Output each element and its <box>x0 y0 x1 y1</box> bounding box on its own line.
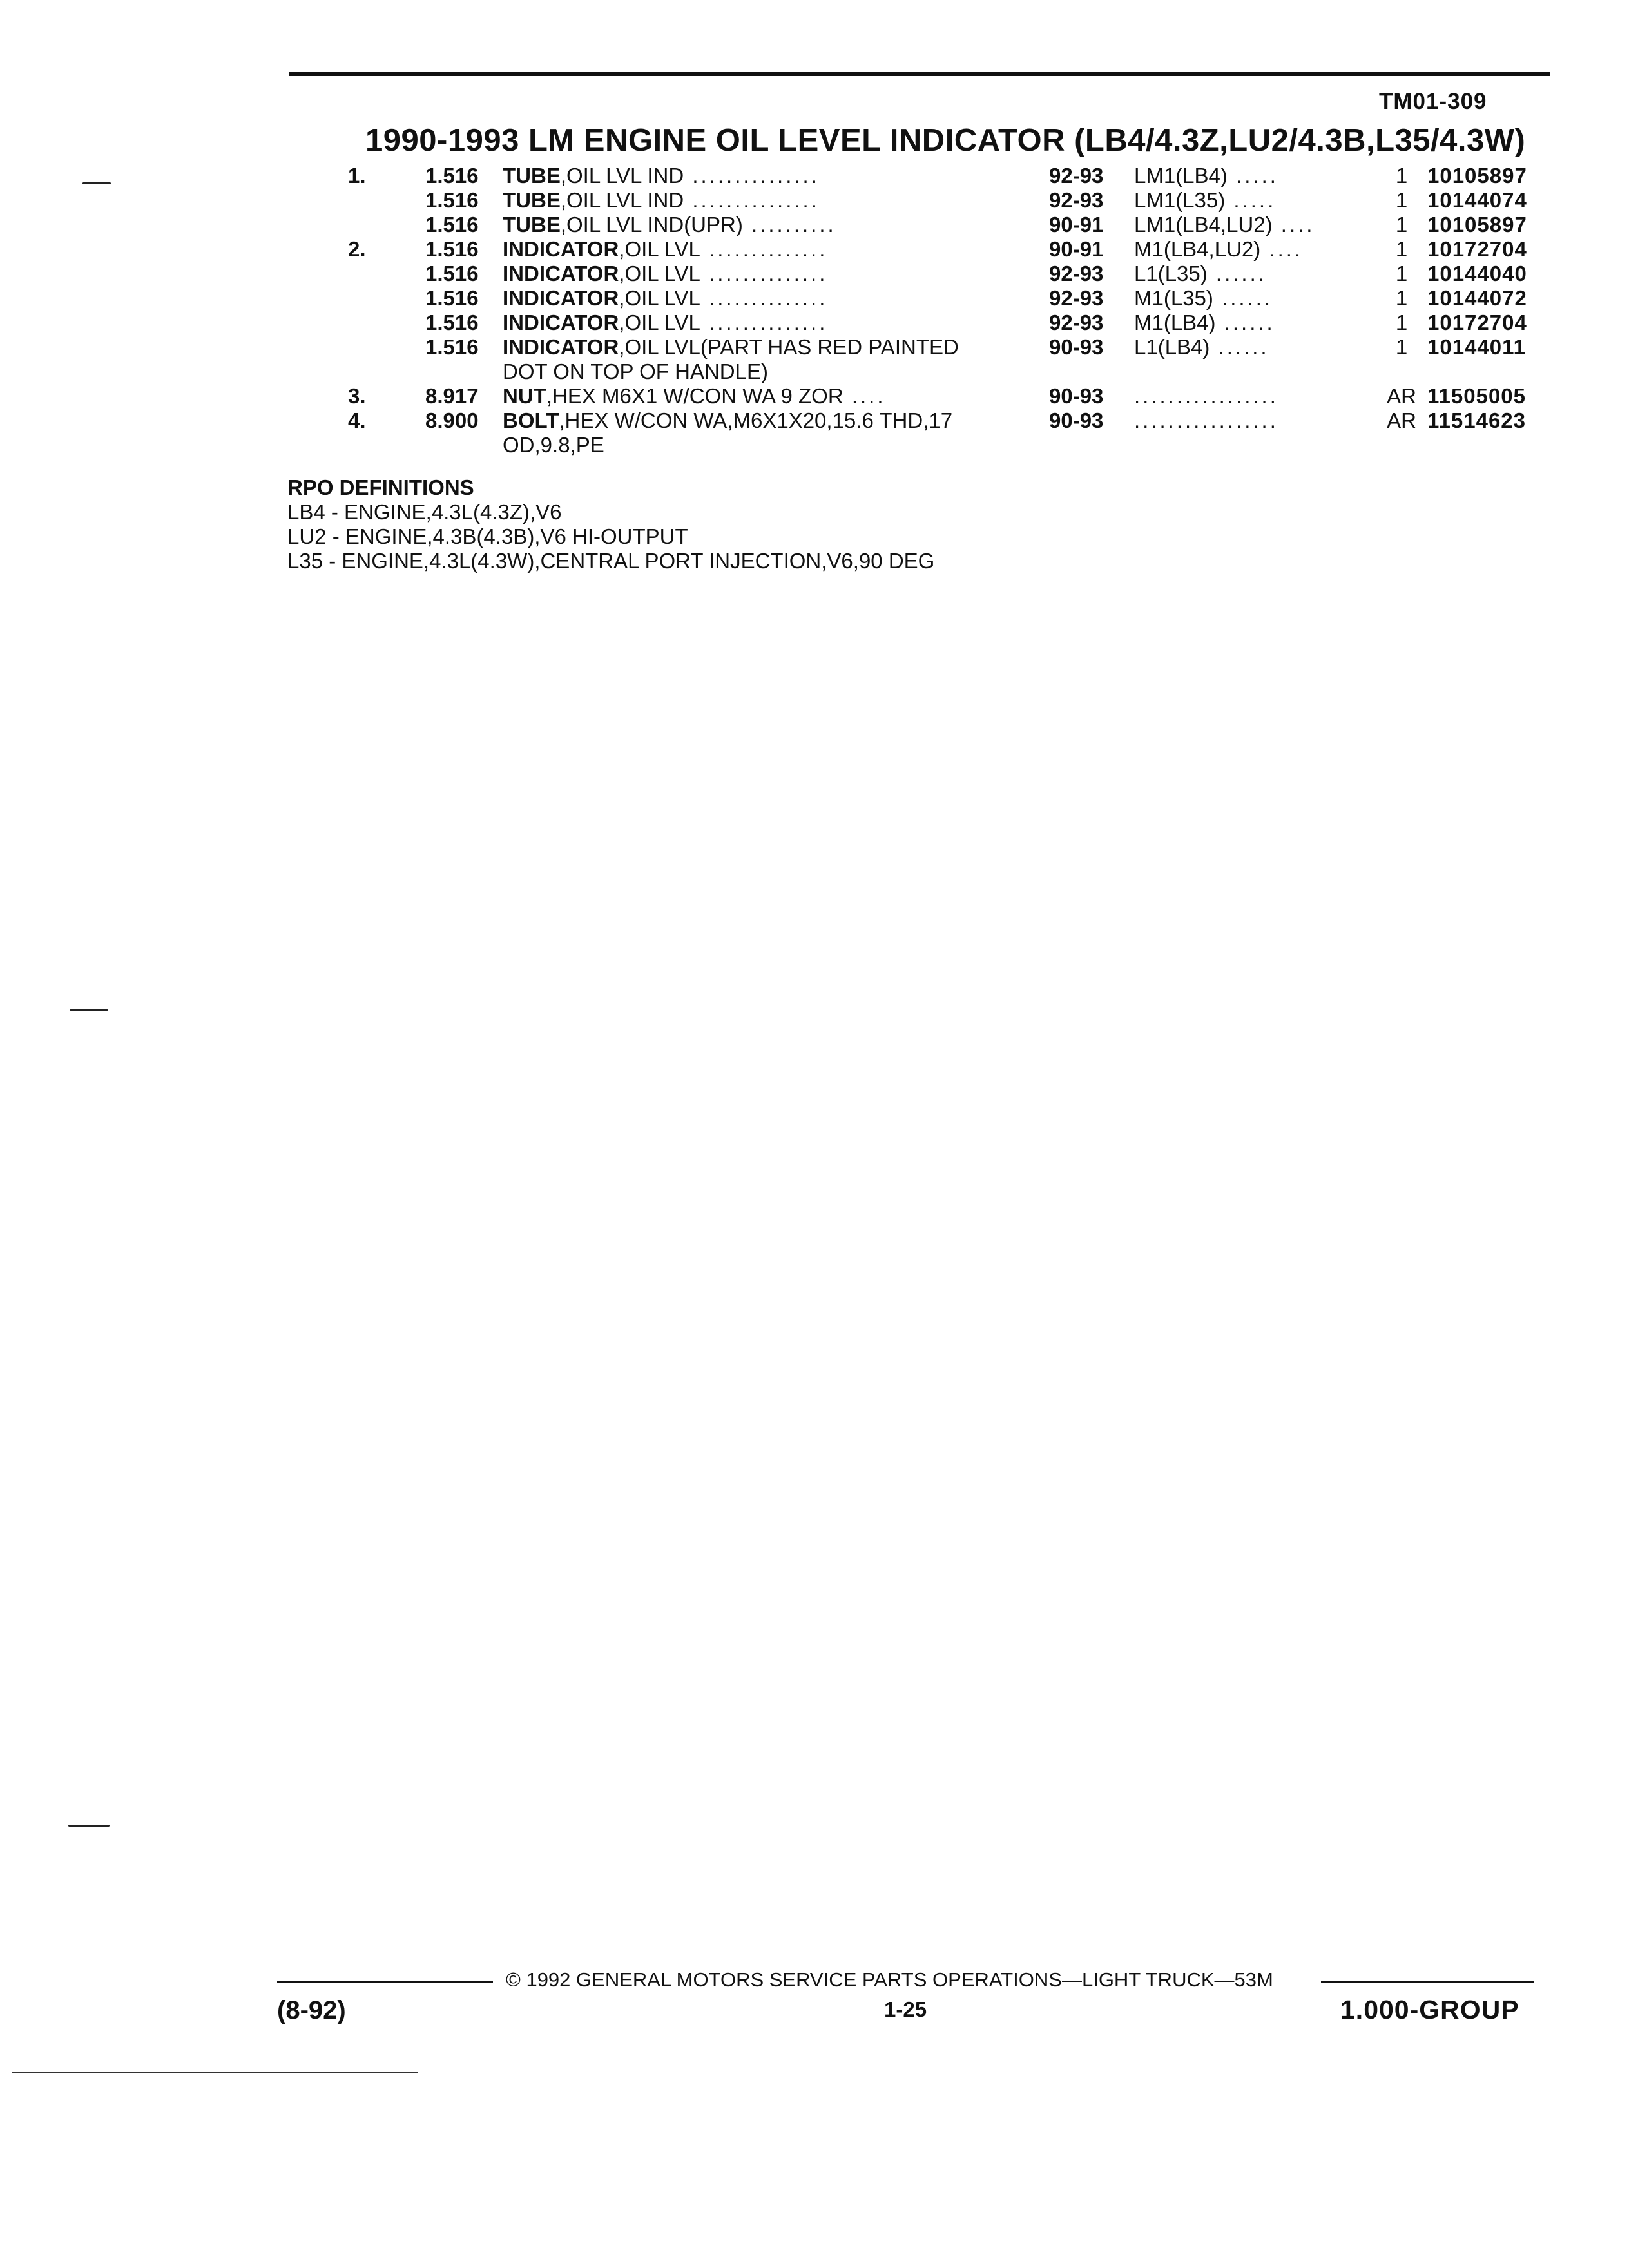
application <box>1134 335 1269 360</box>
rpo-definitions <box>287 476 934 573</box>
part-name: INDICATOR <box>503 286 619 310</box>
item-number: 3. <box>348 384 366 408</box>
model-years: 90-91 <box>1049 213 1104 236</box>
leader-dots: ..... <box>1225 188 1277 212</box>
footer-rule-left <box>277 1981 493 1983</box>
application <box>1134 408 1278 433</box>
rpo-item: LB4 - ENGINE,4.3L(4.3Z),V6 <box>287 500 562 524</box>
page-code: TM01-309 <box>1379 89 1487 114</box>
quantity: 1 <box>1395 262 1408 285</box>
application <box>1134 286 1273 311</box>
part-description <box>503 213 1231 237</box>
quantity: 1 <box>1395 335 1408 359</box>
leader-dots: .... <box>1272 213 1315 236</box>
leader-dots: .............. <box>700 262 828 285</box>
model-years: 92-93 <box>1049 262 1104 285</box>
leader-dots: ............... <box>684 188 820 212</box>
part-number: 10172704 <box>1427 237 1527 261</box>
item-number: 4. <box>348 408 366 432</box>
group-number: 1.516 <box>425 286 479 310</box>
application <box>1134 213 1315 237</box>
application <box>1134 237 1303 262</box>
part-number: 10144040 <box>1427 262 1527 285</box>
leader-dots: .............. <box>700 237 828 261</box>
leader-dots: .............. <box>700 286 828 310</box>
parts-table <box>335 164 1559 457</box>
model-years: 90-93 <box>1049 384 1104 408</box>
part-name: NUT <box>503 384 546 408</box>
part-name: TUBE <box>503 213 561 236</box>
leader-dots: .......... <box>742 213 836 236</box>
leader-dots: ...... <box>1210 335 1269 359</box>
leader-dots: ............... <box>684 164 820 187</box>
application <box>1134 311 1275 335</box>
part-detail: ,HEX M6X1 W/CON WA 9 ZOR <box>546 384 843 408</box>
group-number: 1.516 <box>425 335 479 359</box>
application-code: LM1(L35) <box>1134 188 1226 212</box>
application-code: L1(L35) <box>1134 262 1208 285</box>
part-description <box>503 335 1231 384</box>
group-number: 1.516 <box>425 213 479 236</box>
leader-dots: ...... <box>1215 311 1275 334</box>
part-description <box>503 286 1231 311</box>
quantity: 1 <box>1395 213 1408 236</box>
item-number: 1. <box>348 164 366 187</box>
rpo-item: L35 - ENGINE,4.3L(4.3W),CENTRAL PORT INJECTION,V6,90 DEG <box>287 549 935 573</box>
table-row <box>335 262 1559 286</box>
application <box>1134 262 1267 286</box>
footer-page-number: 1-25 <box>884 1997 927 2021</box>
leader-dots: .... <box>843 384 886 408</box>
part-description <box>503 237 1231 262</box>
application <box>1134 188 1276 213</box>
part-description <box>503 164 1231 188</box>
part-number: 10105897 <box>1427 164 1527 187</box>
leader-dots: ................. <box>1134 384 1278 408</box>
model-years: 92-93 <box>1049 311 1104 334</box>
group-number: 1.516 <box>425 164 479 187</box>
quantity: 1 <box>1395 164 1408 187</box>
part-detail-continued: DOT ON TOP OF HANDLE) <box>503 360 768 383</box>
part-number: 10105897 <box>1427 213 1527 236</box>
part-description <box>503 408 1231 457</box>
table-row <box>335 213 1559 237</box>
leader-dots: ................. <box>1134 408 1278 432</box>
group-number: 8.900 <box>425 408 479 432</box>
application <box>1134 384 1278 408</box>
application-code: M1(L35) <box>1134 286 1213 310</box>
part-detail: ,OIL LVL IND(UPR) <box>560 213 743 236</box>
part-name: TUBE <box>503 164 561 187</box>
part-detail: ,OIL LVL <box>619 237 700 261</box>
model-years: 90-93 <box>1049 335 1104 359</box>
application <box>1134 164 1278 188</box>
table-row <box>335 311 1559 335</box>
group-number: 1.516 <box>425 311 479 334</box>
margin-mark <box>82 182 111 184</box>
part-detail: ,OIL LVL <box>619 286 700 310</box>
application-code: LM1(LB4,LU2) <box>1134 213 1273 236</box>
table-row <box>335 164 1559 188</box>
footer-rule-right <box>1321 1981 1534 1983</box>
quantity: 1 <box>1395 286 1408 310</box>
bottom-rule <box>12 2072 418 2073</box>
quantity: AR <box>1387 384 1416 408</box>
part-name: INDICATOR <box>503 237 619 261</box>
footer-group: 1.000-GROUP <box>1340 1995 1519 2024</box>
part-number: 10144074 <box>1427 188 1527 212</box>
part-detail: ,OIL LVL IND <box>560 164 684 187</box>
part-detail: ,HEX W/CON WA,M6X1X20,15.6 THD,17 <box>559 408 953 432</box>
model-years: 92-93 <box>1049 188 1104 212</box>
footer-date: (8-92) <box>277 1996 346 2024</box>
table-row <box>335 384 1559 408</box>
model-years: 90-91 <box>1049 237 1104 261</box>
part-detail-continued: OD,9.8,PE <box>503 433 604 457</box>
rpo-item: LU2 - ENGINE,4.3B(4.3B),V6 HI-OUTPUT <box>287 524 688 548</box>
application-code: L1(LB4) <box>1134 335 1210 359</box>
part-description <box>503 311 1231 335</box>
part-detail: ,OIL LVL IND <box>560 188 684 212</box>
table-row <box>335 286 1559 311</box>
part-number: 11514623 <box>1427 408 1527 432</box>
model-years: 90-93 <box>1049 408 1104 432</box>
part-number: 10144011 <box>1427 335 1527 359</box>
application-code: M1(LB4) <box>1134 311 1216 334</box>
leader-dots: ...... <box>1207 262 1267 285</box>
model-years: 92-93 <box>1049 286 1104 310</box>
model-years: 92-93 <box>1049 164 1104 187</box>
part-detail: ,OIL LVL(PART HAS RED PAINTED <box>619 335 959 359</box>
group-number: 8.917 <box>425 384 479 408</box>
part-detail: ,OIL LVL <box>619 311 700 334</box>
leader-dots: ..... <box>1227 164 1278 187</box>
part-description <box>503 384 1231 408</box>
leader-dots: ...... <box>1213 286 1273 310</box>
part-name: BOLT <box>503 408 559 432</box>
quantity: 1 <box>1395 188 1408 212</box>
part-name: INDICATOR <box>503 262 619 285</box>
part-name: INDICATOR <box>503 335 619 359</box>
page-title: 1990-1993 LM ENGINE OIL LEVEL INDICATOR (LB4/4.3Z,LU2/4.3B,L35/4.3W) <box>365 123 1526 158</box>
table-row <box>335 188 1559 213</box>
part-name: INDICATOR <box>503 311 619 334</box>
quantity: AR <box>1387 408 1416 432</box>
application-code: M1(LB4,LU2) <box>1134 237 1261 261</box>
part-detail: ,OIL LVL <box>619 262 700 285</box>
part-description <box>503 188 1231 213</box>
table-row <box>335 408 1559 457</box>
top-rule <box>289 72 1550 76</box>
group-number: 1.516 <box>425 237 479 261</box>
margin-mark <box>70 1009 108 1011</box>
part-name: TUBE <box>503 188 561 212</box>
table-row <box>335 335 1559 384</box>
item-number: 2. <box>348 237 366 261</box>
part-number: 10172704 <box>1427 311 1527 334</box>
part-number: 11505005 <box>1427 384 1527 408</box>
rpo-heading: RPO DEFINITIONS <box>287 476 474 499</box>
part-description <box>503 262 1231 286</box>
part-number: 10144072 <box>1427 286 1527 310</box>
quantity: 1 <box>1395 237 1408 261</box>
footer-copyright: © 1992 GENERAL MOTORS SERVICE PARTS OPERATIONS—LIGHT TRUCK—53M <box>506 1968 1273 1991</box>
margin-mark <box>68 1825 110 1827</box>
table-row <box>335 237 1559 262</box>
application-code: LM1(LB4) <box>1134 164 1228 187</box>
group-number: 1.516 <box>425 262 479 285</box>
leader-dots: .... <box>1260 237 1304 261</box>
group-number: 1.516 <box>425 188 479 212</box>
quantity: 1 <box>1395 311 1408 334</box>
leader-dots: .............. <box>700 311 828 334</box>
